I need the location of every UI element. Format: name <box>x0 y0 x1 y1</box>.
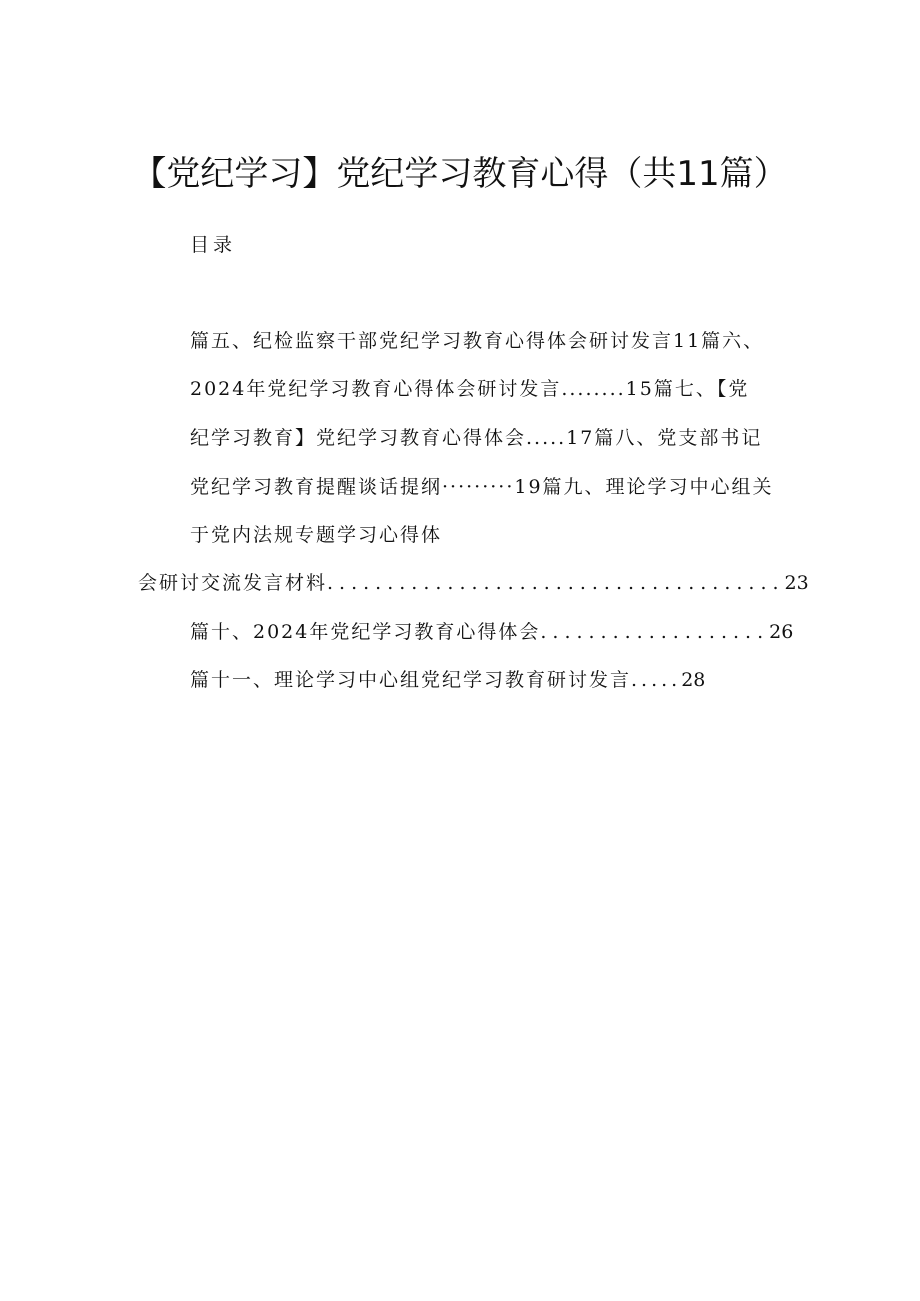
toc-entry-page: 28 <box>681 669 706 691</box>
toc-entry-leader: ..... <box>631 669 682 691</box>
toc-heading: 目录 <box>190 234 237 256</box>
toc-entry-text: 篇十一、理论学习中心组党纪学习教育研讨发言 <box>190 669 632 691</box>
toc-entry-chapter-10 <box>190 617 794 644</box>
toc-entry-text: 篇十、2024年党纪学习教育心得体会 <box>190 621 541 643</box>
toc-line-2: 2024年党纪学习教育心得体会研讨发言........15篇七、【党 <box>190 378 750 400</box>
toc-entry-page: 23 <box>784 572 809 594</box>
toc-entry-leader: ...................................... <box>327 572 785 594</box>
toc-line-1: 篇五、纪检监察干部党纪学习教育心得体会研讨发言11篇六、 <box>190 330 765 352</box>
toc-entry-text: 会研讨交流发言材料 <box>138 572 328 594</box>
toc-line-4: 党纪学习教育提醒谈话提纲·········19篇九、理论学习中心组关 <box>190 476 774 498</box>
toc-entry-materials <box>138 568 809 595</box>
toc-line-3: 纪学习教育】党纪学习教育心得体会.....17篇八、党支部书记 <box>190 427 763 449</box>
toc-entry-chapter-11 <box>190 665 705 692</box>
toc-entry-page: 26 <box>769 621 794 643</box>
document-title: 【党纪学习】党纪学习教育心得（共11篇） <box>132 154 788 194</box>
toc-line-5: 于党内法规专题学习心得体 <box>190 524 443 546</box>
toc-entry-leader: ................... <box>540 621 770 643</box>
